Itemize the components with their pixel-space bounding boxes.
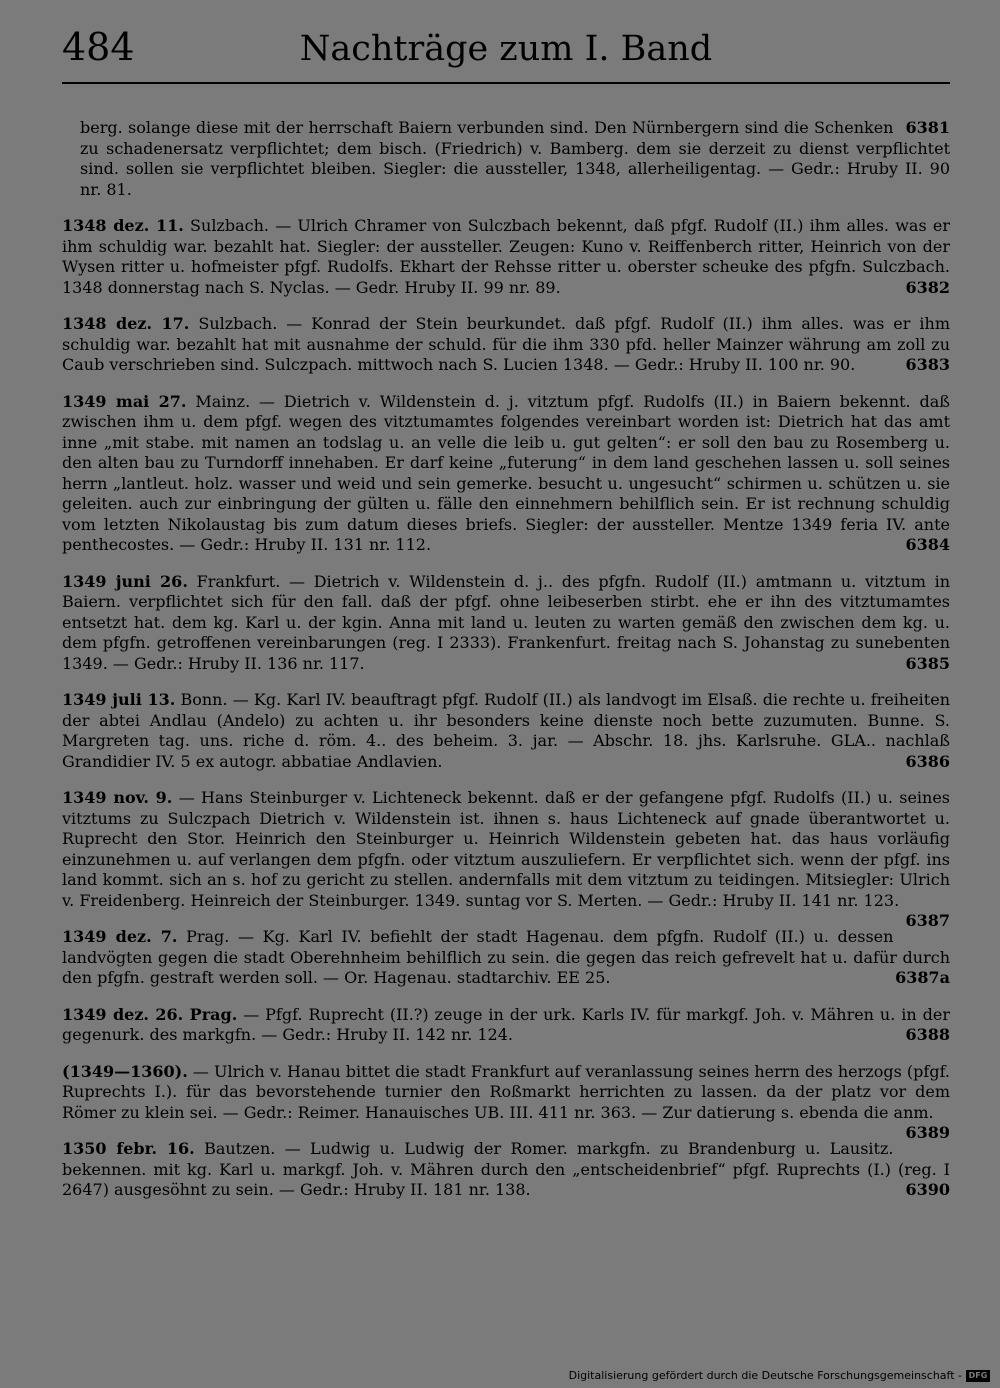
regest-text: Bonn. — Kg. Karl IV. beauftragt pfgf. Rudolf (II.) als landvogt im Elsaß. die rechte u. freiheiten der abtei Andlau (Andelo) zu achten u. ihr besonders keine dienste noch bette zuzumuten. Bunne. S. Margreten tag. uns. riche d. röm. 4.. des beheim. 3. jar. — Abschr. 18. jhs. Karlsruhe. GLA.. nachlaß Grandidier IV. 5 ex autogr. abbatiae Andlavien.: [62, 690, 950, 771]
regest-date: 1349 juli 13.: [62, 690, 176, 709]
regest-text: berg. solange diese mit der herrschaft Baiern verbunden sind. Den Nürnbergern sind die Schenken zu schadenersatz verpflichtet; dem bisch. (Friedrich) v. Bamberg. dem sie derzeit zu dienst verpflichtet sind. sollen sie verpflichtet bleiben. Siegler: die aussteller, 1348, allerheiligentag. — Gedr.: Hruby II. 90 nr. 81.: [80, 118, 950, 199]
regest-date: 1348 dez. 17.: [62, 314, 190, 333]
regest-number: 6389: [905, 1123, 950, 1142]
regest-entry: [62, 788, 951, 930]
regest-date: (1349—1360).: [62, 1061, 188, 1081]
regest-text: Frankfurt. — Dietrich v. Wildenstein d. j.. des pfgfn. Rudolf (II.) amtmann u. vitztum in Baiern. verpflichtet sich für den fall. daß der pfgf. ohne leibeserben stirbt. ehe er ihn des vitztumamtes entsetzt hat. dem kg. Karl u. der kgin. Anna mit land u. leuten zu warten gemäß den zwischen dem kg. u. dem pfgfn. getroffenen vereinbarungen (reg. I 2333). Frankenfurt. freitag nach S. Johanstag zu sunebenten 1349. — Gedr.: Hruby II. 136 nr. 117.: [62, 571, 951, 673]
running-title: Nachträge zum I. Band: [299, 29, 713, 69]
regest-entry: [62, 690, 950, 772]
regest-entry: [62, 1061, 950, 1142]
digitization-credit: [569, 1368, 990, 1384]
regest-entry: [80, 118, 950, 200]
regesta-list: [62, 102, 951, 1210]
regest-entry: [62, 927, 950, 989]
regest-text: Sulzbach. — Konrad der Stein beurkundet. daß pfgf. Rudolf (II.) ihm alles. was er ihm schuldig war. bezahlt hat mit ausnahme der schuld. für die ihm 330 pfd. heller Mainzer währung am zoll zu Caub verschrieben sind. Sulczpach. mittwoch nach S. Lucien 1348. — Gedr.: Hruby II. 100 nr. 90.: [62, 314, 951, 374]
regest-number: 6390: [905, 1180, 950, 1199]
regest-text: — Hans Steinburger v. Lichteneck bekennt. daß er der gefangene pfgf. Rudolfs (II.) u. seines vitztums zu Sulczpach Dietrich v. Wildenstein ist. ihnen s. haus Lichteneck auf gnade überantwortet u. Ruprecht den Stor. Heinrich den Steinburger u. Heinrich Wildenstein gebeten hat. das haus vorläufig einzunehmen u. auf verlangen dem pfgfn. oder vitztum auszuliefern. Er verpflichtet sich. wenn der pfgf. ins land kommt. sich an s. hof zu gericht zu stellen. andernfalls mit dem vitztum zu teidingen. Mitsiegler: Ulrich v. Freidenberg. Heinreich der Steinburger. 1349. suntag vor S. Merten. — Gedr.: Hruby II. 141 nr. 123.: [62, 788, 951, 910]
regest-date: 1350 febr. 16.: [62, 1139, 195, 1158]
regest-number: 6383: [905, 355, 950, 374]
regest-entry: [62, 1005, 950, 1046]
regest-entry: [62, 572, 950, 675]
page-header: [62, 22, 950, 84]
regest-date: 1349 mai 27.: [62, 391, 187, 411]
regest-entry: [62, 314, 950, 376]
regest-number: 6382: [905, 277, 950, 297]
regest-date: 1349 dez. 26. Prag.: [62, 1004, 238, 1024]
regest-text: Mainz. — Dietrich v. Wildenstein d. j. vitztum pfgf. Rudolfs (II.) in Baiern bekennt. daß zwischen ihm u. dem pfgf. wegen des vitztumamtes folgendes vereinbart worden ist: Dietrich hat das amt inne „mit stabe. mit namen an todslag u. an velle die leib u. gut gelten“: er soll den bau zu Rosemberg u. den alten bau zu Turndorff innehaben. Er darf keine „futerung“ in dem land geschehen lassen u. soll seines herrn „lantleut. holz. wasser und weid und sein gemerke. besucht u. ungesucht“ schirmen u. schützen u. sie geleiten. auch zur einbringung der gülten u. fälle den einnehmern behilflich sein. Er ist rechnung schuldig vom letzten Nikolaustag bis zum datum dieses briefs. Siegler: der aussteller. Mentze 1349 feria IV. ante penthecostes. — Gedr.: Hruby II. 131 nr. 112.: [62, 391, 950, 554]
regest-number: 6386: [905, 751, 950, 771]
regest-number: 6385: [905, 653, 950, 673]
regest-number: 6387: [905, 911, 950, 930]
regest-number: 6388: [905, 1025, 950, 1044]
regest-text: — Ulrich v. Hanau bittet die stadt Frankfurt auf veranlassung seines herrn des herzogs (pfgf. Ruprechts I.). für das bevorstehende turnier den Roßmarkt herrichten zu lassen. da der platz vor dem Römer zu klein sei. — Gedr.: Reimer. Hanauisches UB. III. 411 nr. 363. — Zur datierung s. ebenda die anm.: [62, 1061, 950, 1122]
regest-text: — Pfgf. Ruprecht (II.?) zeuge in der urk. Karls IV. für markgf. Joh. v. Mähren u. in der gegenurk. des markgfn. — Gedr.: Hruby II. 142 nr. 124.: [62, 1004, 950, 1044]
regest-number: 6387a: [895, 968, 950, 987]
regest-number: 6381: [905, 118, 950, 137]
regest-date: 1348 dez. 11.: [62, 216, 184, 235]
page-number: 484: [62, 25, 135, 69]
regest-date: 1349 nov. 9.: [62, 788, 173, 807]
regest-text: Prag. — Kg. Karl IV. befiehlt der stadt Hagenau. dem pfgfn. Rudolf (II.) u. dessen landvögten gegen die stadt Oberehnheim behilflich zu sein. die gegen das reich gefrevelt hat u. dafür durch den pfgfn. gestraft werden soll. — Or. Hagenau. stadtarchiv. EE 25.: [62, 927, 950, 987]
regest-date: 1349 dez. 7.: [62, 927, 178, 946]
dfg-logo-icon: DFG: [966, 1370, 990, 1382]
regest-entry: [62, 1139, 950, 1201]
regest-entry: [62, 392, 950, 556]
regest-number: 6384: [905, 535, 950, 554]
regest-text: Bautzen. — Ludwig u. Ludwig der Romer. markgfn. zu Brandenburg u. Lausitz. bekennen. mit kg. Karl u. markgf. Joh. v. Mähren durch den „entscheidenbrief“ pfgf. Ruprechts (I.) (reg. I 2647) ausgesöhnt zu sein. — Gedr.: Hruby II. 181 nr. 138.: [62, 1139, 950, 1199]
regest-date: 1349 juni 26.: [62, 571, 188, 591]
regest-text: Sulzbach. — Ulrich Chramer von Sulczbach bekennt, daß pfgf. Rudolf (II.) ihm alles. was er ihm schuldig war. bezahlt hat. Siegler: der aussteller. Zeugen: Kuno v. Reiffenberch ritter, Heinrich von der Wysen ritter u. hofmeister pfgf. Rudolfs. Ekhart der Rehsse ritter u. oberster scheuke des pfgfn. Sulczbach. 1348 donnerstag nach S. Nyclas. — Gedr. Hruby II. 99 nr. 89.: [62, 216, 951, 297]
credit-text: Digitalisierung gefördert durch die Deutsche Forschungsgemeinschaft -: [568, 1369, 962, 1382]
regest-entry: [62, 216, 950, 298]
